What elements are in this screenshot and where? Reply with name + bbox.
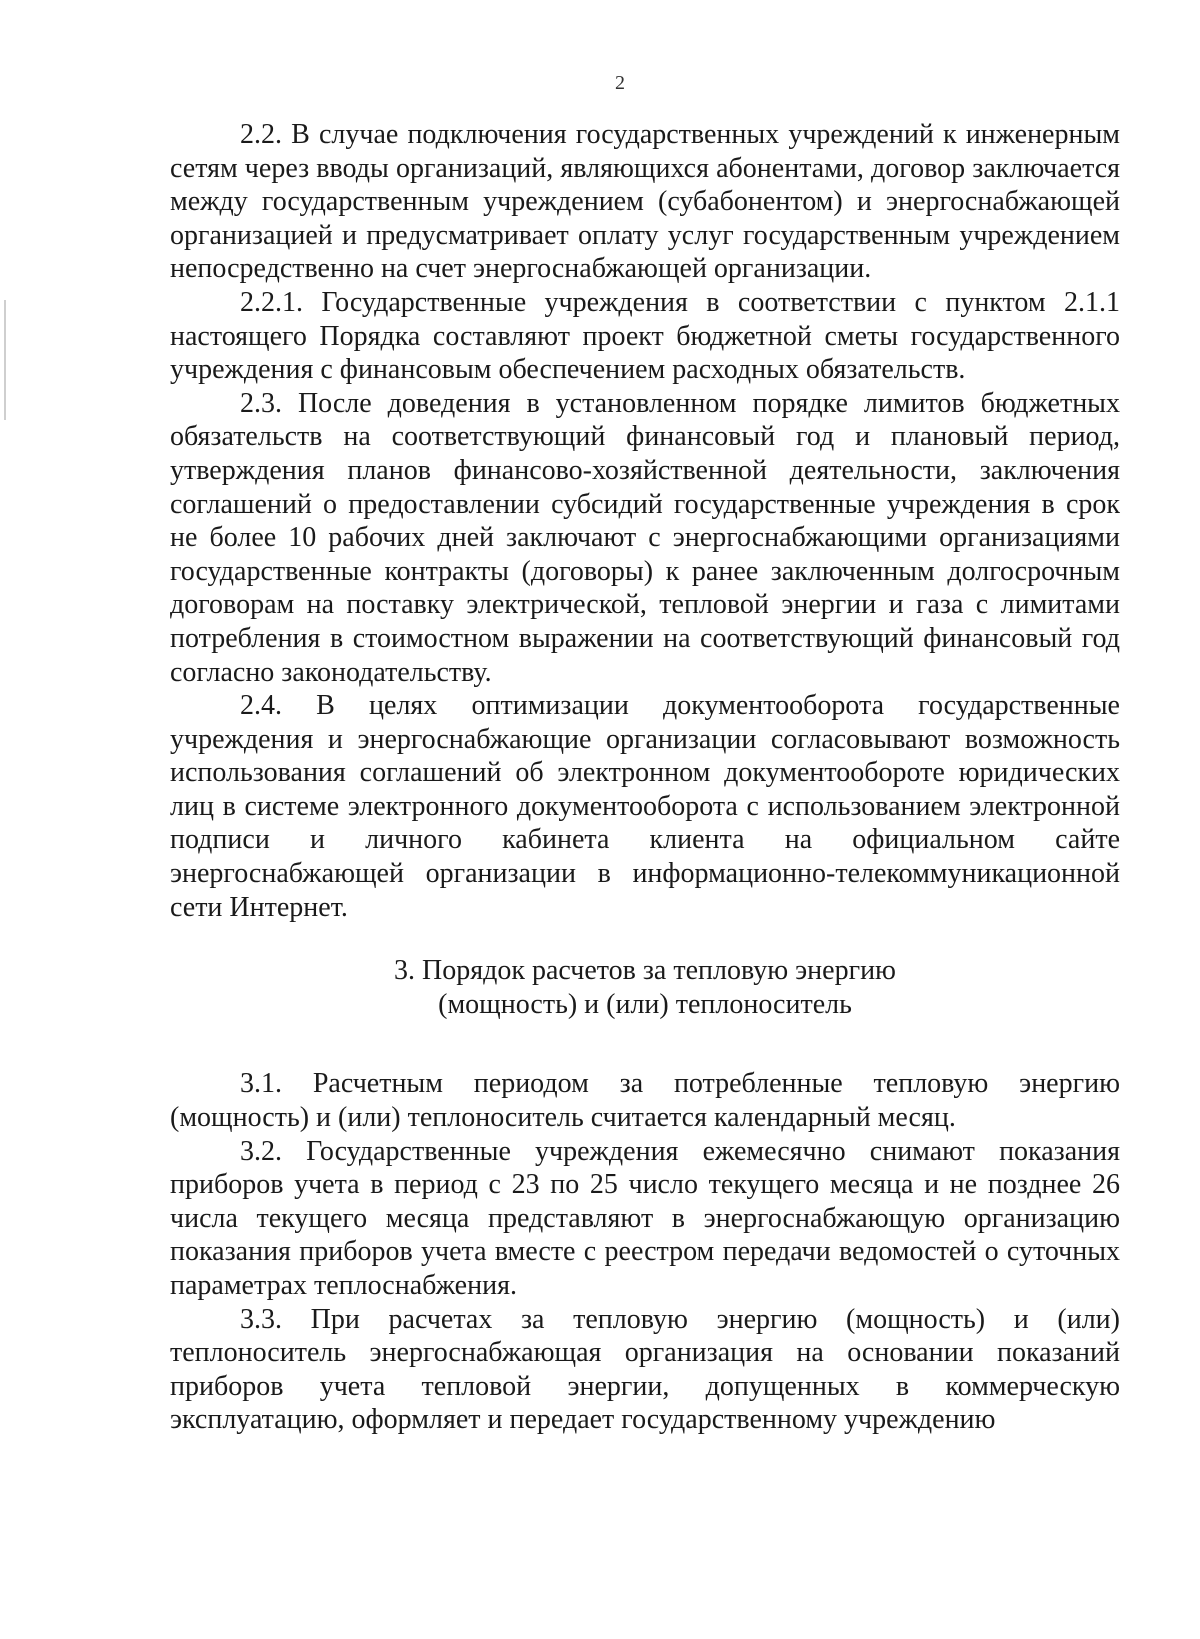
scan-margin-mark xyxy=(4,300,6,420)
paragraph-2-3: 2.3. После доведения в установленном порядке лимитов бюджетных обязательств на соответствующий финансовый год и плановый период, утверждения планов финансово-хозяйственной деятельности, заключения соглашений о предоставлении субсидий государственные учреждения в срок не более 10 рабочих дней заключают с энергоснабжающими организациями государственные контракты (договоры) к ранее заключенным долгосрочным договорам на поставку электрической, тепловой энергии и газа с лимитами потребления в стоимостном выражении на соответствующий финансовый год согласно законодательству. xyxy=(170,387,1120,688)
paragraph-2-2: 2.2. В случае подключения государственных учреждений к инженерным сетям через вводы организаций, являющихся абонентами, договор заключается между государственным учреждением (субабонентом) и энергоснабжающей организацией и предусматривает оплату услуг государственным учреждением непосредственно на счет энергоснабжающей организации. xyxy=(170,119,1120,285)
paragraph-3-1: 3.1. Расчетным периодом за потребленные тепловую энергию (мощность) и (или) теплоноситель считается календарный месяц. xyxy=(170,1068,1120,1134)
paragraph-2-4: 2.4. В целях оптимизации документооборота государственные учреждения и энергоснабжающие организации согласовывают возможность использования соглашений об электронном документообороте юридических лиц в системе электронного документооборота с использованием электронной подписи и личного кабинета клиента на официальном сайте энергоснабжающей организации в информационно-телекоммуникационной сети Интернет. xyxy=(170,690,1120,923)
paragraph-3-2: 3.2. Государственные учреждения ежемесячно снимают показания приборов учета в период с 23 по 25 число текущего месяца и не позднее 26 числа текущего месяца представляют в энергоснабжающую организацию показания приборов учета вместе с реестром передачи ведомостей о суточных параметрах теплоснабжения. xyxy=(170,1135,1120,1301)
paragraph-2-2-1: 2.2.1. Государственные учреждения в соответствии с пунктом 2.1.1 настоящего Порядка составляют проект бюджетной сметы государственного учреждения с финансовым обеспечением расходных обязательств. xyxy=(170,286,1120,386)
page-number: 2 xyxy=(615,72,625,94)
document-body xyxy=(170,118,1120,1437)
section-3-heading-line-1: 3. Порядок расчетов за тепловую энергию xyxy=(394,955,896,987)
paragraph-3-3: 3.3. При расчетах за тепловую энергию (мощность) и (или) теплоноситель энергоснабжающая организация на основании показаний приборов учета тепловой энергии, допущенных в коммерческую эксплуатацию, оформляет и передает государственному учреждению xyxy=(170,1303,1120,1436)
section-3-heading xyxy=(170,954,1120,1021)
section-3-heading-line-2: (мощность) и (или) теплоноситель xyxy=(438,988,852,1020)
